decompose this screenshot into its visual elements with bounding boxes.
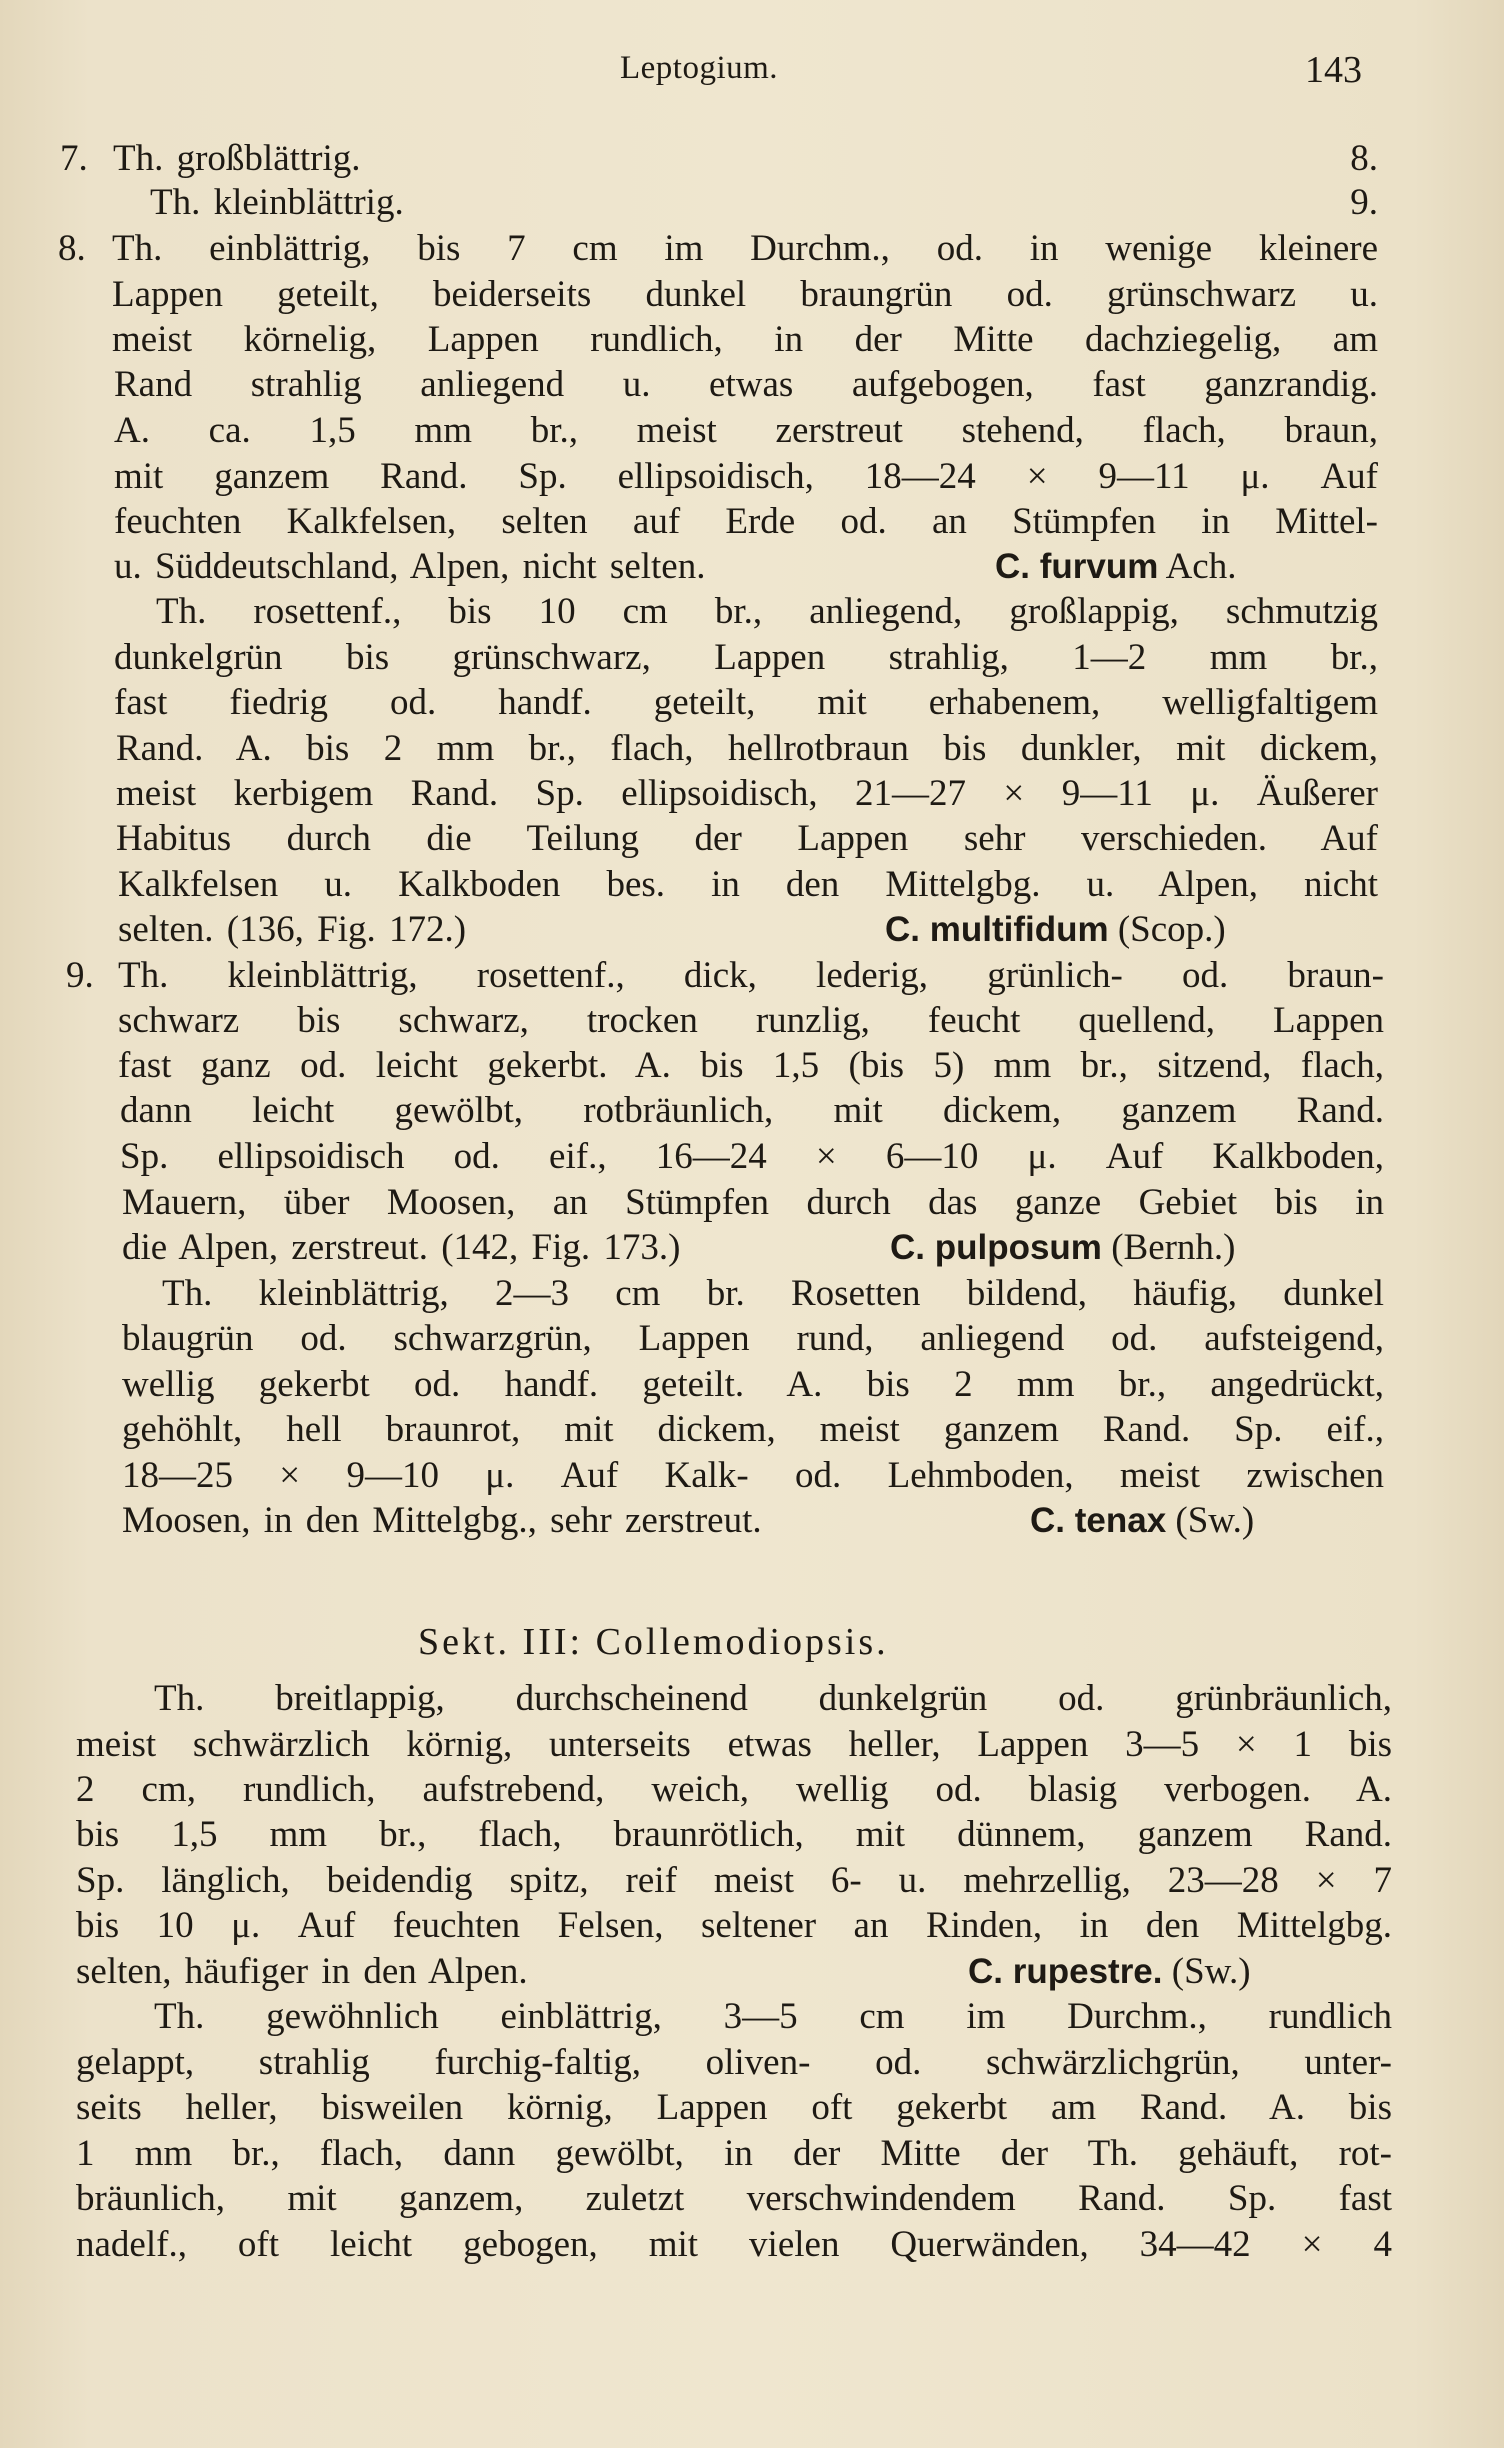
key-line	[0, 2131, 1504, 2177]
key-line-text: Th. kleinblättrig, rosettenf., dick, lederig, grünlich- od. braun-	[118, 955, 1384, 996]
key-line	[0, 2222, 1504, 2268]
key-line-text: A. ca. 1,5 mm br., meist zerstreut stehend, flach, braun,	[114, 410, 1378, 451]
key-line	[0, 1767, 1504, 1813]
species-name: C. tenax	[1030, 1501, 1167, 1540]
key-line	[0, 2176, 1504, 2222]
key-line-text: Th. kleinblättrig, 2—3 cm br. Rosetten bildend, häufig, dunkel	[162, 1273, 1384, 1314]
key-line-text: bis 10 μ. Auf feuchten Felsen, seltener an Rinden, in den Mittelgbg.	[76, 1905, 1392, 1946]
key-line	[0, 1498, 1504, 1544]
key-line	[0, 1225, 1504, 1271]
species-name: C. rupestre.	[968, 1952, 1163, 1991]
key-line	[0, 2085, 1504, 2131]
key-line-text: 1 mm br., flach, dann gewölbt, in der Mitte der Th. gehäuft, rot-	[76, 2133, 1392, 2174]
species-name: C. furvum	[995, 547, 1159, 586]
key-line	[0, 2040, 1504, 2086]
species-author: (Scop.)	[1117, 909, 1226, 950]
key-line-text: Th. rosettenf., bis 10 cm br., anliegend, großlappig, schmutzig	[156, 591, 1378, 632]
key-line	[0, 226, 1504, 272]
key-line-text: Th. breitlappig, durchscheinend dunkelgrün od. grünbräunlich,	[154, 1678, 1392, 1719]
key-line-text: fast ganz od. leicht gekerbt. A. bis 1,5 (bis 5) mm br., sitzend, flach,	[118, 1045, 1384, 1086]
key-line	[0, 1812, 1504, 1858]
key-line-text: feuchten Kalkfelsen, selten auf Erde od. an Stümpfen in Mittel-	[114, 501, 1378, 542]
key-line	[0, 1316, 1504, 1362]
key-line	[0, 1903, 1504, 1949]
key-line-text: selten, häufiger in den Alpen.	[76, 1951, 528, 1992]
key-line-text: bis 1,5 mm br., flach, braunrötlich, mit dünnem, ganzem Rand.	[76, 1814, 1392, 1855]
species-name: C. multifidum	[885, 910, 1109, 949]
key-line-text: wellig gekerbt od. handf. geteilt. A. bis 2 mm br., angedrückt,	[122, 1364, 1384, 1405]
key-line	[0, 1088, 1504, 1134]
key-line	[0, 317, 1504, 363]
key-line	[0, 499, 1504, 545]
species-author: Ach.	[1165, 546, 1237, 587]
couplet-number: 8.	[58, 228, 86, 269]
key-line-text: 2 cm, rundlich, aufstrebend, weich, wellig od. blasig verbogen. A.	[76, 1769, 1392, 1810]
key-line	[0, 272, 1504, 318]
species-entry	[995, 544, 1236, 590]
key-line-text: Habitus durch die Teilung der Lappen sehr verschieden. Auf	[116, 818, 1378, 859]
key-line	[0, 1676, 1504, 1722]
key-line	[0, 1858, 1504, 1904]
key-line-text: mit ganzem Rand. Sp. ellipsoidisch, 18—24 × 9—11 μ. Auf	[114, 456, 1378, 497]
key-line	[0, 862, 1504, 908]
key-line	[0, 180, 1504, 226]
key-line	[0, 1043, 1504, 1089]
key-line-text: 18—25 × 9—10 μ. Auf Kalk- od. Lehmboden, meist zwischen	[122, 1455, 1384, 1496]
key-line	[0, 998, 1504, 1044]
key-line	[0, 635, 1504, 681]
key-line-text: meist schwärzlich körnig, unterseits etwas heller, Lappen 3—5 × 1 bis	[76, 1724, 1392, 1765]
key-line-text: seits heller, bisweilen körnig, Lappen oft gekerbt am Rand. A. bis	[76, 2087, 1392, 2128]
page-number: 143	[1305, 49, 1362, 91]
key-line	[0, 408, 1504, 454]
species-name: C. pulposum	[890, 1228, 1102, 1267]
key-line	[0, 1271, 1504, 1317]
key-line-text: Sp. ellipsoidisch od. eif., 16—24 × 6—10 μ. Auf Kalkboden,	[120, 1136, 1384, 1177]
key-line-text: meist kerbigem Rand. Sp. ellipsoidisch, 21—27 × 9—11 μ. Äußerer	[116, 773, 1378, 814]
couplet-number: 7.	[60, 138, 88, 179]
species-author: (Sw.)	[1171, 1951, 1251, 1992]
couplet-reference: 9.	[1350, 182, 1378, 223]
key-line-text: schwarz bis schwarz, trocken runzlig, feucht quellend, Lappen	[118, 1000, 1384, 1041]
key-line-text: nadelf., oft leicht gebogen, mit vielen Querwänden, 34—42 × 4	[76, 2224, 1392, 2265]
key-line-text: Rand strahlig anliegend u. etwas aufgebogen, fast ganzrandig.	[114, 364, 1378, 405]
key-line-text: Th. einblättrig, bis 7 cm im Durchm., od. in wenige kleinere	[112, 228, 1378, 269]
key-line	[0, 454, 1504, 500]
key-line	[0, 726, 1504, 772]
species-entry	[890, 1225, 1236, 1271]
key-line	[0, 589, 1504, 635]
species-entry	[1030, 1498, 1254, 1544]
key-line-text: gelappt, strahlig furchig-faltig, oliven- od. schwärzlichgrün, unter-	[76, 2042, 1392, 2083]
key-line-text: Th. gewöhnlich einblättrig, 3—5 cm im Durchm., rundlich	[154, 1996, 1392, 2037]
key-line-text: Sp. länglich, beidendig spitz, reif meist 6- u. mehrzellig, 23—28 × 7	[76, 1860, 1392, 1901]
species-entry	[885, 907, 1226, 953]
key-line	[0, 1407, 1504, 1453]
key-line-text: dunkelgrün bis grünschwarz, Lappen strahlig, 1—2 mm br.,	[114, 637, 1378, 678]
key-line	[0, 1362, 1504, 1408]
key-line-text: gehöhlt, hell braunrot, mit dickem, meist ganzem Rand. Sp. eif.,	[122, 1409, 1384, 1450]
key-line	[0, 680, 1504, 726]
key-line	[0, 1180, 1504, 1226]
key-line	[0, 1949, 1504, 1995]
page-header	[0, 44, 1504, 96]
key-line-text: Mauern, über Moosen, an Stümpfen durch das ganze Gebiet bis in	[122, 1182, 1384, 1223]
key-line	[0, 1453, 1504, 1499]
key-line	[0, 1134, 1504, 1180]
key-line-text: Kalkfelsen u. Kalkboden bes. in den Mittelgbg. u. Alpen, nicht	[118, 864, 1378, 905]
section-heading: Sekt. III: Collemodiopsis.	[418, 1621, 889, 1663]
key-line	[0, 907, 1504, 953]
key-line	[0, 953, 1504, 999]
key-line-text: fast fiedrig od. handf. geteilt, mit erhabenem, welligfaltigem	[114, 682, 1378, 723]
key-line-text: Lappen geteilt, beiderseits dunkel braungrün od. grünschwarz u.	[112, 274, 1378, 315]
key-line	[0, 1994, 1504, 2040]
key-line-text: die Alpen, zerstreut. (142, Fig. 173.)	[122, 1227, 681, 1268]
key-line	[0, 1722, 1504, 1768]
key-line-text: dann leicht gewölbt, rotbräunlich, mit dickem, ganzem Rand.	[120, 1090, 1384, 1131]
key-line	[0, 136, 1504, 182]
key-line-text: Th. kleinblättrig.	[150, 182, 404, 223]
key-line-text: selten. (136, Fig. 172.)	[118, 909, 467, 950]
key-line	[0, 771, 1504, 817]
key-line	[0, 816, 1504, 862]
running-head: Leptogium.	[620, 50, 779, 86]
species-author: (Sw.)	[1175, 1500, 1255, 1541]
key-line-text: Rand. A. bis 2 mm br., flach, hellrotbraun bis dunkler, mit dickem,	[116, 728, 1378, 769]
key-line	[0, 362, 1504, 408]
key-line-text: Moosen, in den Mittelgbg., sehr zerstreut.	[122, 1500, 762, 1541]
key-line-text: Th. großblättrig.	[113, 138, 361, 179]
species-author: (Bernh.)	[1111, 1227, 1236, 1268]
key-line-text: meist körnelig, Lappen rundlich, in der Mitte dachziegelig, am	[112, 319, 1378, 360]
key-line-text: u. Süddeutschland, Alpen, nicht selten.	[114, 546, 706, 587]
key-line-text: bräunlich, mit ganzem, zuletzt verschwindendem Rand. Sp. fast	[76, 2178, 1392, 2219]
key-line	[0, 544, 1504, 590]
key-line-text: blaugrün od. schwarzgrün, Lappen rund, anliegend od. aufsteigend,	[122, 1318, 1384, 1359]
species-entry	[968, 1949, 1251, 1995]
couplet-reference: 8.	[1350, 138, 1378, 179]
couplet-number: 9.	[66, 955, 94, 996]
